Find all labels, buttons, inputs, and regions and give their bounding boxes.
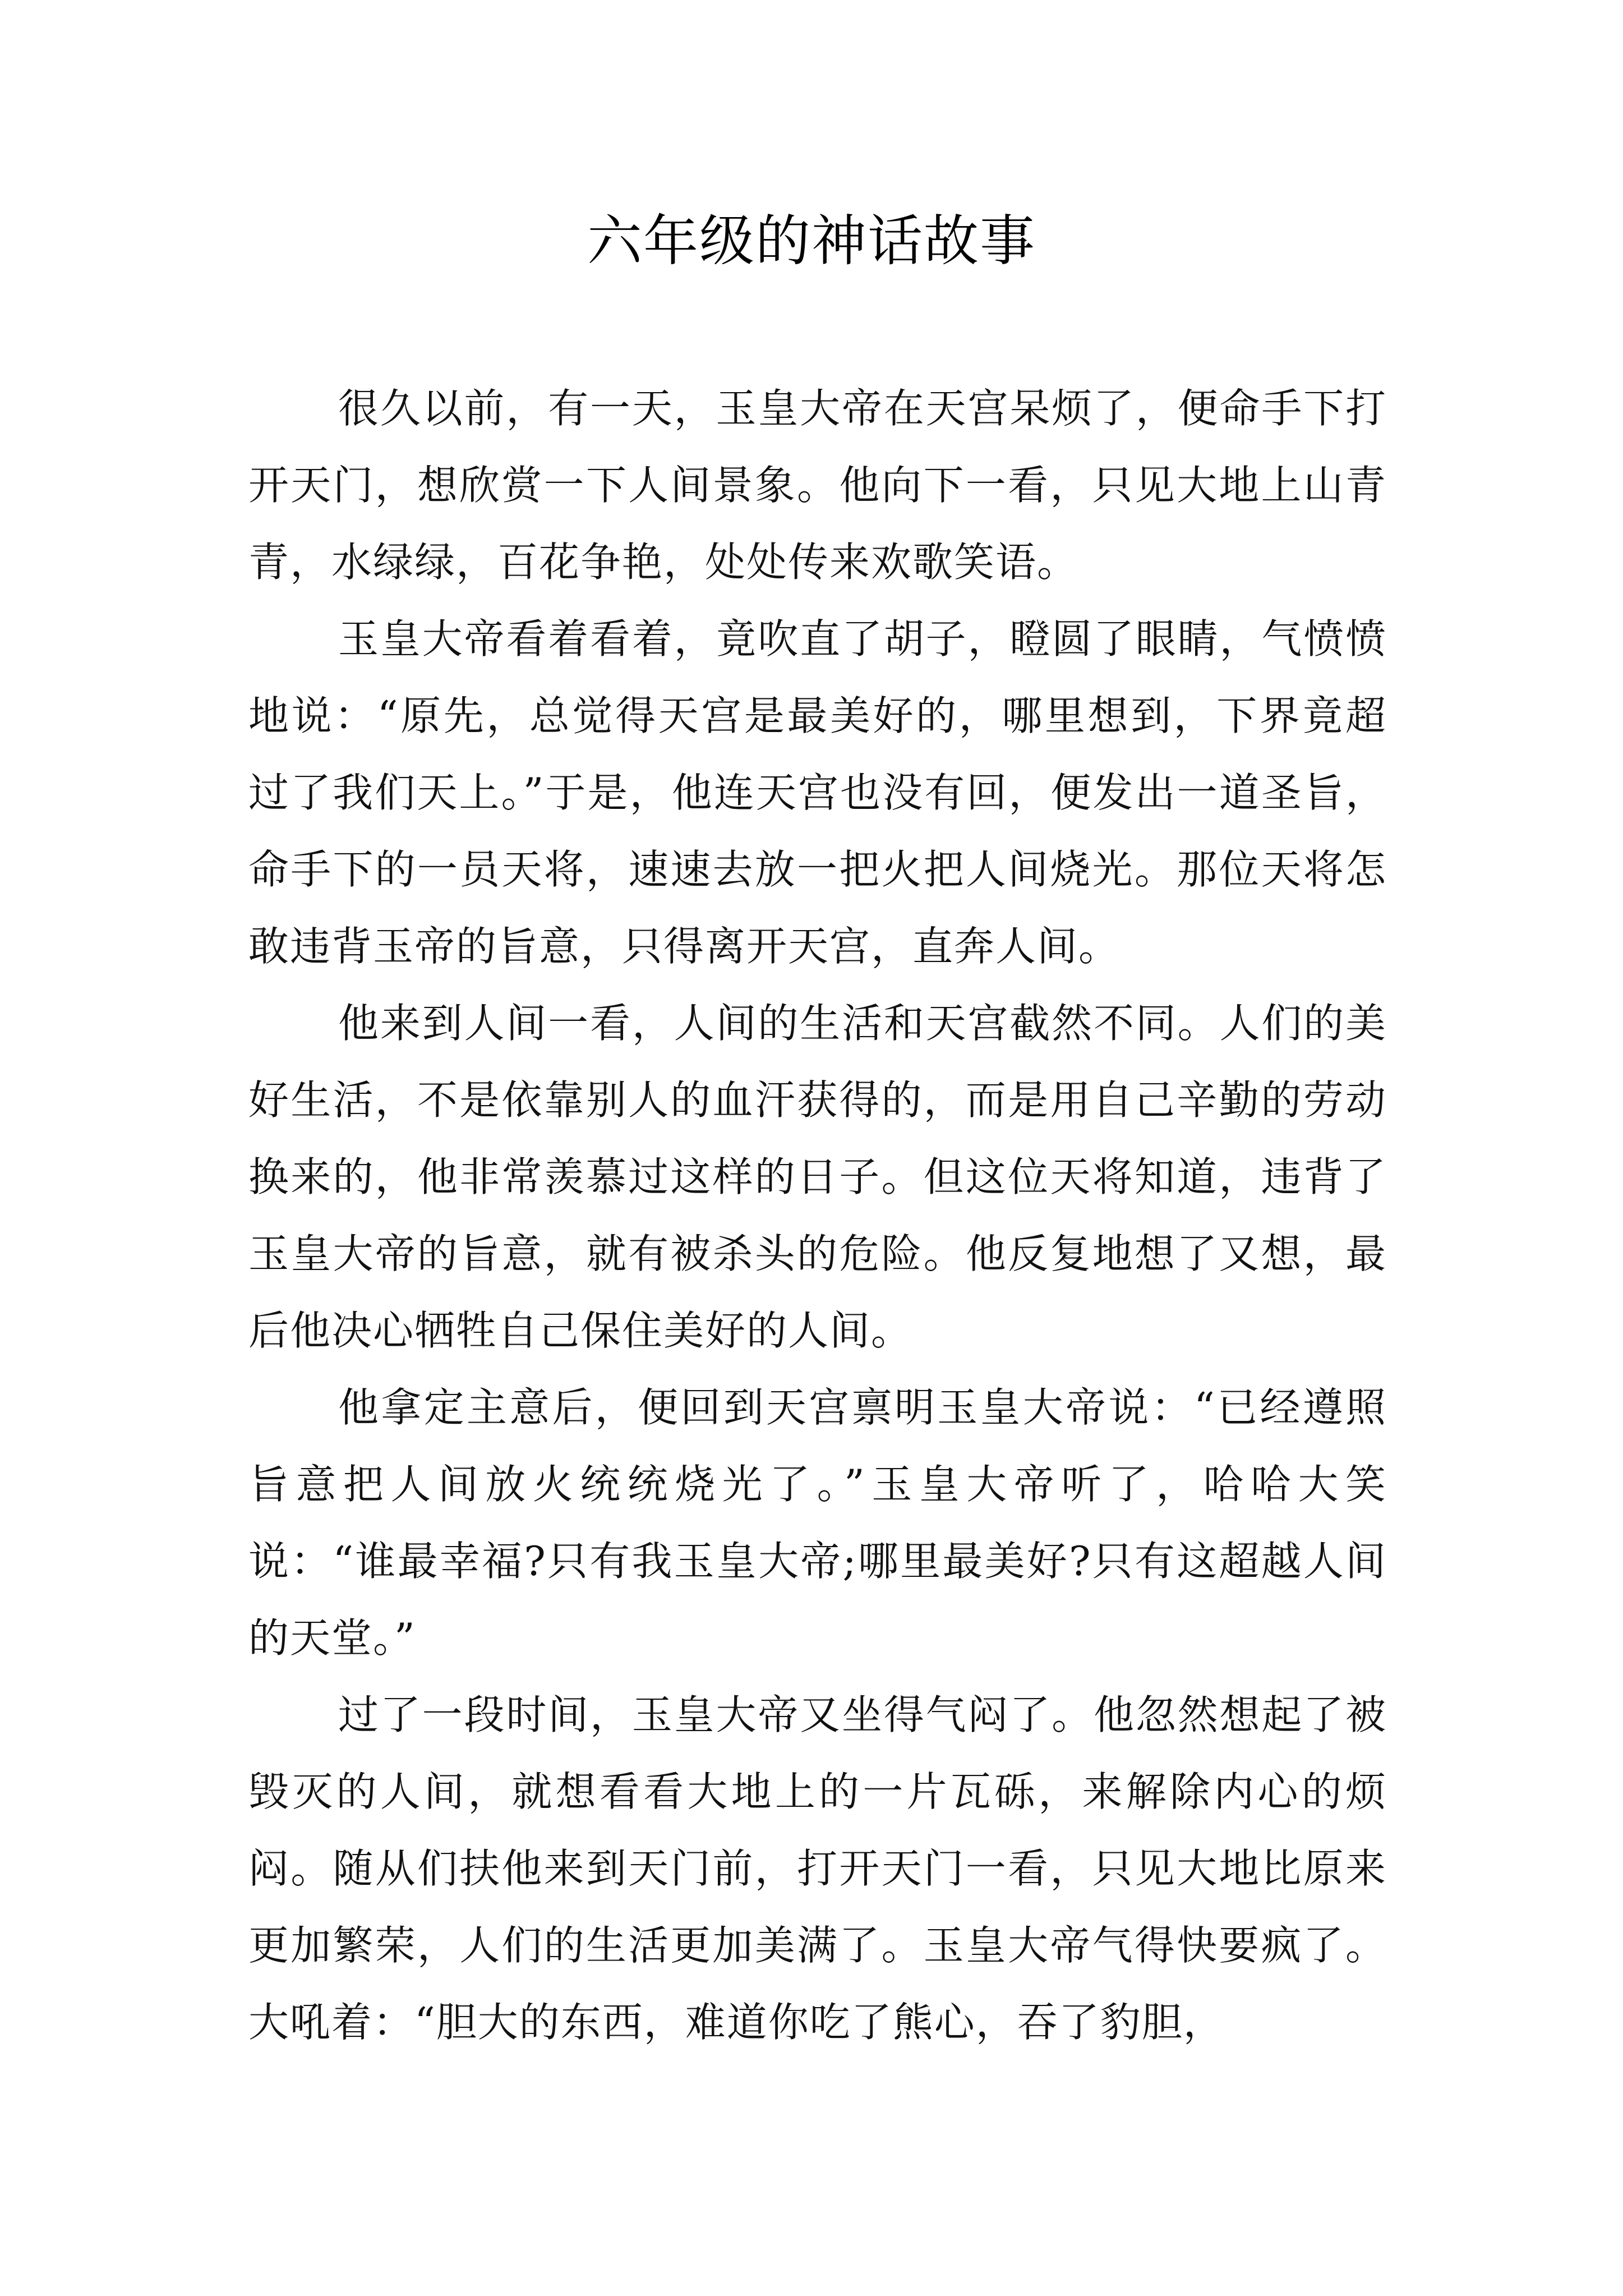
paragraph: 过了一段时间，玉皇大帝又坐得气闷了。他忽然想起了被毁灭的人间，就想看看大地上的一片瓦砾，来解除内心的烦闷。随从们扶他来到天门前，打开天门一看，只见大地比原来更加繁荣，人们的生活更加美满了。玉皇大帝气得快要疯了。大吼着：“胆大的东西，难道你吃了熊心，吞了豹胆， [248, 1691, 1387, 2046]
paragraph: 玉皇大帝看着看着，竟吹直了胡子，瞪圆了眼睛，气愤愤地说：“原先，总觉得天宫是最美好的，哪里想到，下界竟超过了我们天上。”于是，他连天宫也没有回，便发出一道圣旨，命手下的一员天将，速速去放一把火把人间烧光。那位天将怎敢违背玉帝的旨意，只得离开天宫，直奔人间。 [248, 615, 1387, 970]
document-title: 六年级的神话故事 [587, 209, 1036, 273]
paragraph: 很久以前，有一天，玉皇大帝在天宫呆烦了，便命手下打开天门，想欣赏一下人间景象。他向下一看，只见大地上山青青，水绿绿，百花争艳，处处传来欢歌笑语。 [248, 385, 1387, 586]
document-body [248, 370, 1387, 2061]
paragraph: 他来到人间一看，人间的生活和天宫截然不同。人们的美好生活，不是依靠别人的血汗获得的，而是用自己辛勤的劳动换来的，他非常羡慕过这样的日子。但这位天将知道，违背了玉皇大帝的旨意，就有被杀头的危险。他反复地想了又想，最后他决心牺牲自己保住美好的人间。 [248, 1000, 1387, 1354]
paragraph: 他拿定主意后，便回到天宫禀明玉皇大帝说：“已经遵照旨意把人间放火统统烧光了。”玉皇大帝听了，哈哈大笑说：“谁最幸福?只有我玉皇大帝;哪里最美好?只有这超越人间的天堂。” [248, 1384, 1387, 1662]
